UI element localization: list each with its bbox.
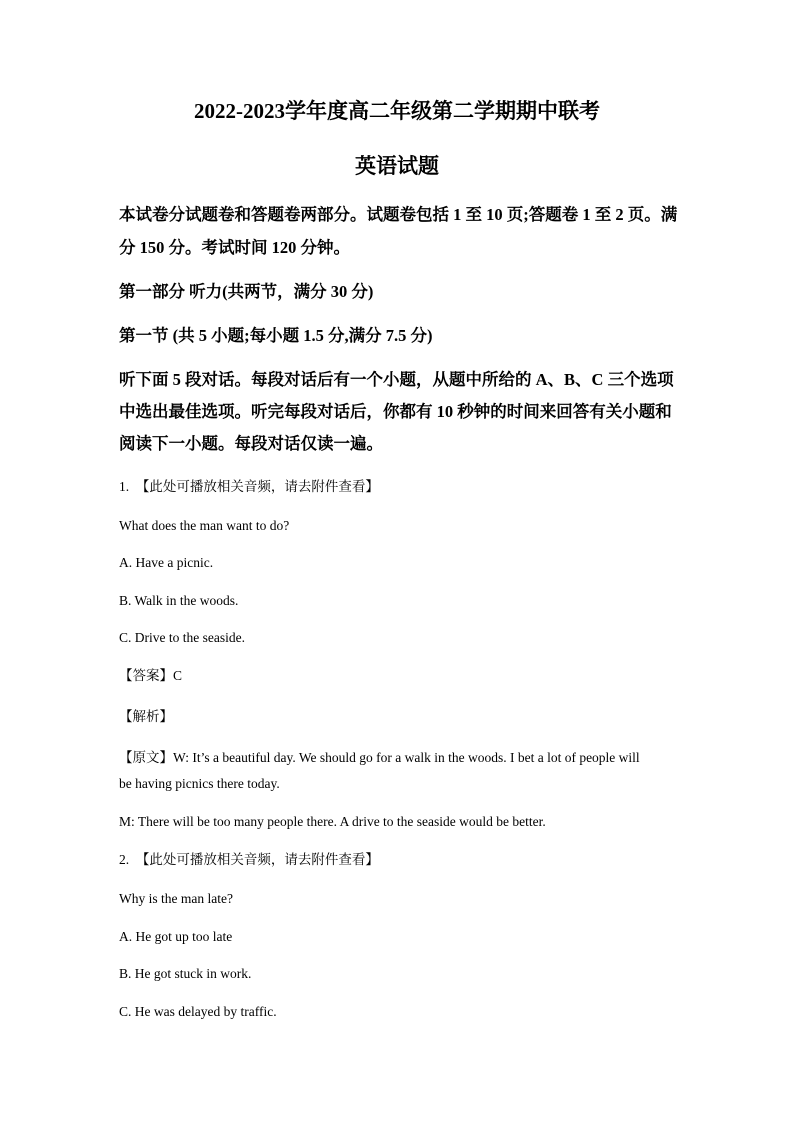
audio-note: 【此处可播放相关音频，请去附件查看】 [135, 479, 379, 494]
question-1-option-b: B. Walk in the woods. [119, 593, 239, 608]
subject-title: 英语试题 [355, 154, 439, 178]
question-2-header [119, 853, 379, 867]
section-heading: 第一节 (共 5 小题;每小题 1.5 分,满分 7.5 分) [119, 326, 433, 345]
instruction-line-2: 中选出最佳选项。听完每段对话后，你都有 10 秒钟的时间来回答有关小题和 [119, 402, 672, 421]
instruction-line-1: 听下面 5 段对话。每段对话后有一个小题，从题中所给的 A、B、C 三个选项 [119, 370, 674, 389]
question-1-header [119, 480, 379, 494]
audio-note: 【此处可播放相关音频，请去附件查看】 [135, 852, 379, 867]
intro-line-2: 分 150 分。考试时间 120 分钟。 [119, 238, 350, 257]
question-1-answer: 【答案】C [119, 668, 183, 683]
part-heading: 第一部分 听力(共两节，满分 30 分) [119, 282, 374, 301]
intro-line-1: 本试卷分试题卷和答题卷两部分。试题卷包括 1 至 10 页;答题卷 1 至 2 页。满 [119, 205, 678, 224]
question-1-transcript-line-1: 【原文】W: It’s a beautiful day. We should go for a walk in the woods. I bet a lot of people will [119, 750, 640, 765]
question-number: 2. [119, 852, 130, 867]
question-2-option-c: C. He was delayed by traffic. [119, 1004, 277, 1019]
question-1-text: What does the man want to do? [119, 518, 290, 533]
instruction-line-3: 阅读下一小题。每段对话仅读一遍。 [119, 434, 383, 453]
exam-title: 2022-2023学年度高二年级第二学期期中联考 [194, 99, 600, 123]
question-1-transcript-line-3: M: There will be too many people there. A drive to the seaside would be better. [119, 814, 546, 829]
question-2-option-b: B. He got stuck in work. [119, 966, 252, 981]
question-number: 1. [119, 479, 130, 494]
question-1-analysis-label: 【解析】 [119, 709, 173, 724]
question-1-option-a: A. Have a picnic. [119, 555, 214, 570]
question-1-transcript-line-2: be having picnics there today. [119, 776, 280, 791]
question-2-option-a: A. He got up too late [119, 929, 233, 944]
question-1-option-c: C. Drive to the seaside. [119, 630, 245, 645]
question-2-text: Why is the man late? [119, 891, 233, 906]
